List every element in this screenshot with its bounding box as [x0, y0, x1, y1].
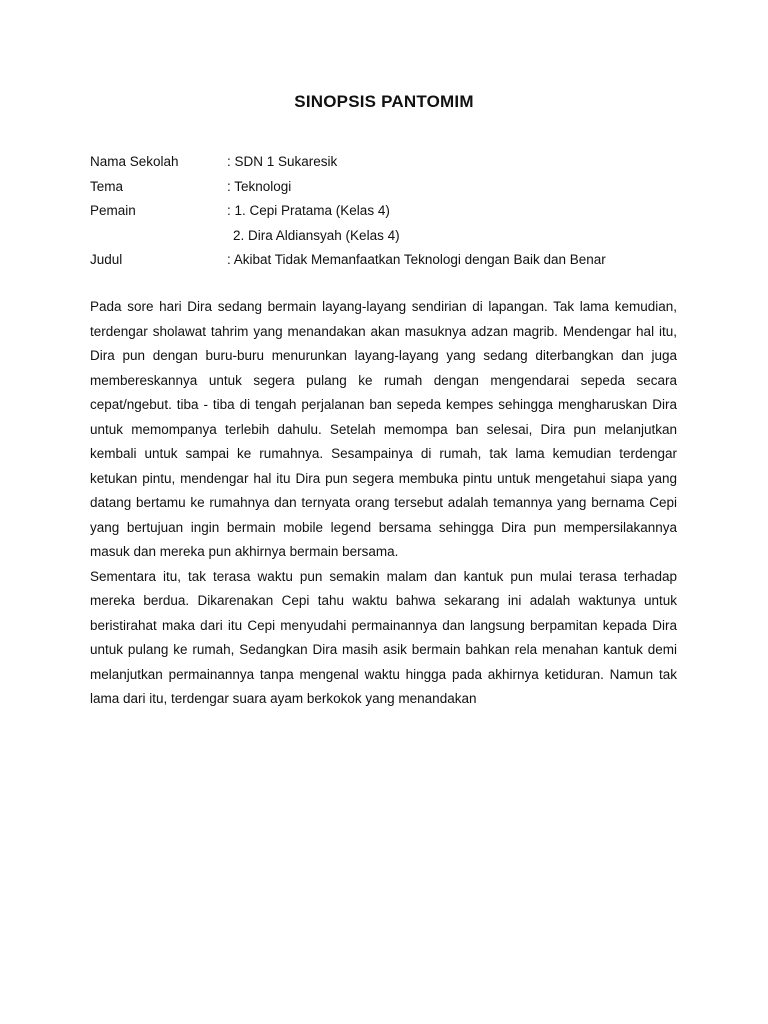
school-value: : SDN 1 Sukaresik [227, 154, 338, 169]
players-label: Pemain [90, 203, 136, 218]
player-2: 2. Dira Aldiansyah (Kelas 4) [233, 227, 400, 243]
title-label: Judul [90, 252, 123, 267]
paragraph-2: Sementara itu, tak terasa waktu pun semakin malam dan kantuk pun mulai terasa terhadap mereka berdua. Dikarenakan Cepi tahu waktu bahwa sekarang ini adalah waktunya untuk beristirahat maka dari itu Cepi menyudahi permainannya dan langsung berpamitan kepada Dira untuk pulang ke rumah, Sedangkan Dira masih asik bermain bahkan rela menahan kantuk demi melanjutkan permainannya tanpa mengenal waktu hingga pada akhirnya ketiduran. Namun tak lama dari itu, terdengar suara ayam berkokok yang menandakan [90, 568, 677, 706]
meta-row-theme [90, 175, 690, 200]
document-title: SINOPSIS PANTOMIM [294, 92, 474, 111]
player-1: : 1. Cepi Pratama (Kelas 4) [227, 203, 390, 218]
title-value: : Akibat Tidak Memanfaatkan Teknologi dengan Baik dan Benar [227, 252, 606, 267]
school-label: Nama Sekolah [90, 154, 179, 169]
meta-row-player-2 [90, 224, 690, 249]
paragraph-1: Pada sore hari Dira sedang bermain layang-layang sendirian di lapangan. Tak lama kemudian, terdengar sholawat tahrim yang menandakan akan masuknya adzan magrib. Mendengar hal itu, Dira pun dengan buru-buru menurunkan layang-layang yang sedang diterbangkan dan juga membereskannya untuk segera pulang ke rumah dengan mengendarai sepeda secara cepat/ngebut. tiba - tiba di tengah perjalanan ban sepeda kempes sehingga mengharuskan Dira untuk memompanya terlebih dahulu. Setelah memompa ban selesai, Dira pun melanjutkan kembali untuk sampai ke rumahnya. Sesampainya di rumah, tak lama kemudian terdengar ketukan pintu, mendengar hal itu Dira pun segera membuka pintu untuk mengetahui siapa yang datang bertamu ke rumahnya dan ternyata orang tersebut adalah temannya yang bernama Cepi yang bertujuan ingin bermain mobile legend bersama sehingga Dira pun mempersilakannya masuk dan mereka pun akhirnya bermain bersama. [90, 299, 677, 559]
meta-row-players [90, 199, 690, 224]
theme-value: : Teknologi [227, 178, 292, 194]
empty-label [90, 224, 227, 249]
meta-row-title [90, 248, 690, 273]
document-meta [90, 150, 690, 273]
theme-label: Tema [90, 178, 124, 194]
meta-row-school [90, 150, 690, 175]
document-body [90, 295, 677, 712]
